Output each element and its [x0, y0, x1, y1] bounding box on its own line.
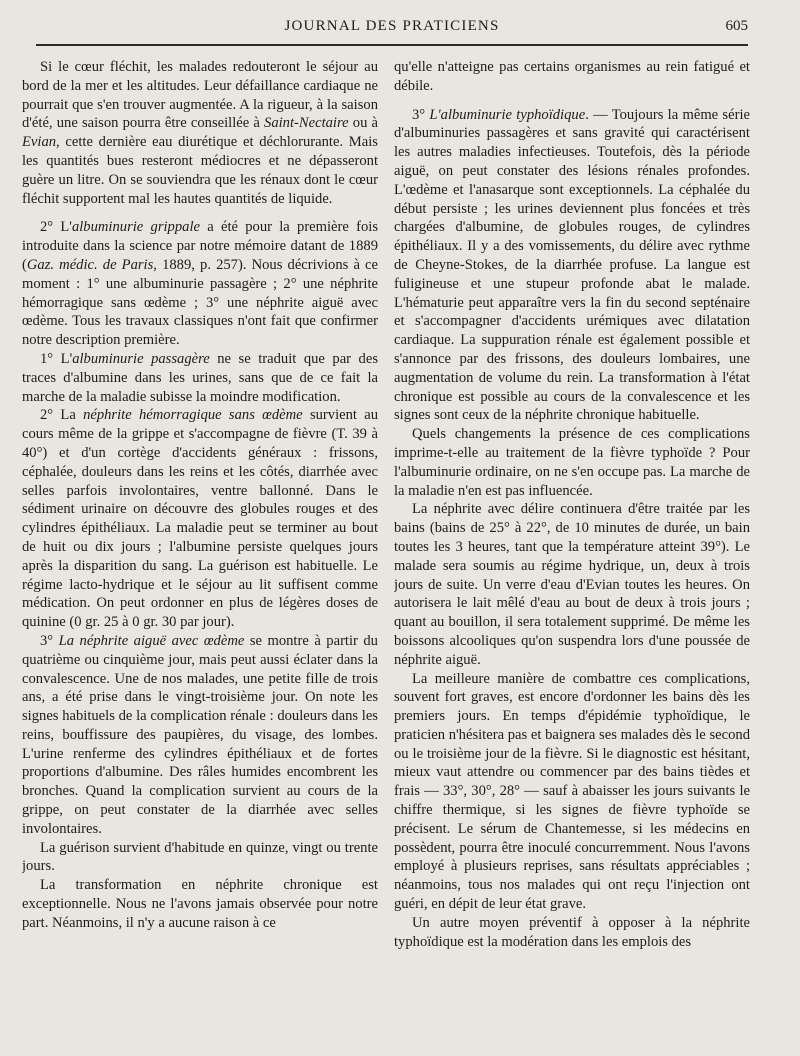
text-run: ou à	[348, 115, 378, 132]
paragraph	[22, 406, 378, 632]
text-run: La guérison survient d'habitude en quinze, vingt ou trente jours.	[22, 839, 378, 875]
text-run: 2° L'	[40, 219, 72, 236]
paragraph	[394, 106, 750, 426]
paragraph	[394, 500, 750, 669]
italic-text-run: La néphrite aiguë avec œdème	[58, 632, 245, 649]
text-run: La transformation en néphrite chronique est exceptionnelle. Nous ne l'avons jamais observée pour notre part. Néanmoins, il n'y a aucune raison à ce	[22, 877, 378, 931]
italic-text-run: L'albuminurie typhoïdique	[429, 106, 586, 123]
paragraph	[22, 839, 378, 877]
italic-text-run: Saint-Nectaire	[264, 115, 349, 132]
italic-text-run: Evian	[22, 134, 57, 151]
italic-text-run: albuminurie grippale	[71, 219, 200, 236]
text-run: 3°	[412, 106, 430, 123]
left-column	[22, 58, 378, 1048]
paragraph	[22, 350, 378, 406]
text-run: , cette dernière eau diurétique et déchlorurante. Mais les quantités bues resteront médiocres et ne dépasseront guère un litre. On se souviendra que les rénaux dont le cœur fléchit supportent mal les hautes quantités de liquide.	[22, 134, 378, 207]
page-number: 605	[725, 18, 748, 34]
text-run: se montre à partir du quatrième ou cinquième jour, mais peut aussi éclater dans la convalescence. Une de nos malades, une petite fille de trois ans, a été prise dans le vingt-troisième jour. On note les signes habituels de la complication rénale : douleurs dans les reins, bouffissure des paupières, du visage, des lombes. L'urine renferme des cylindres épithéliaux et de fortes proportions d'albumine. Des râles humides encombrent les bronches. Quand la complication survient au cours de la grippe, on peut constater de la diarrhée avec selles involontaires.	[22, 632, 378, 837]
text-run: qu'elle n'atteigne pas certains organismes au rein fatigué et débile.	[394, 59, 750, 94]
text-run: La meilleure manière de combattre ces complications, souvent fort graves, est encore d'ordonner les bains dès les premiers jours. En temps d'épidémie typhoïdique, le praticien n'hésitera pas et baignera ses malades dès le second ou le troisième jour de la fièvre. Si le diagnostic est hésitant, mieux vaut attendre ou commencer par des bains tièdes et frais — 33°, 30°, 28° — sauf à abaisser les jours suivants le chiffre thermique, si les signes de fièvre typhoïde se précisent. Le sérum de Chantemesse, si les médecins en possèdent, pourra être inoculé concurremment. Nous l'avons employé à plusieurs reprises, sans résultats appréciables ; néanmoins, tous nos malades qui ont reçu l'injection ont guéri, en dépit de leur état grave.	[394, 670, 750, 913]
italic-text-run: albuminurie passagère	[72, 350, 210, 367]
paragraph	[22, 218, 378, 350]
paragraph	[394, 425, 750, 500]
right-column	[394, 58, 750, 1048]
paragraph	[394, 670, 750, 914]
text-run: 2° La	[40, 407, 84, 424]
text-run: . — Toujours la même série d'albuminuries passagères et sans gravité qui caractérisent les autres maladies infectieuses. Toutefois, dès la période aiguë, on peut constater des lésions rénales profondes. L'œdème et l'anasarque sont exceptionnels. La céphalée du début persiste ; les urines deviennent plus foncées et très chargées d'albumine, de globules rouges, de cylindres épithéliaux. Il y a des vomissements, du délire avec rythme de Cheyne-Stokes, de la diarrhée profuse. La langue est fuligineuse et une stupeur profonde abat le malade. L'hématurie peut apparaître vers la fin du second septénaire et s'accompagner d'accidents urémiques avec dilatation cardiaque. La suppuration rénale est également possible et s'annonce par des frissons, des douleurs lombaires, une augmentation de volume du rein. La transformation à l'état chronique est possible au cours de la convalescence et les signes sont ceux de la néphrite chronique habituelle.	[394, 106, 750, 424]
paragraph	[22, 876, 378, 932]
text-run: Si le cœur fléchit, les malades redouteront le séjour au bord de la mer et les altitudes. Leur défaillance cardiaque ne pourrait que s'en trouver augmentée. A la rigueur, à la saison d'été, une saison pourra être conseillée à	[22, 59, 378, 132]
paragraph	[394, 58, 750, 96]
paragraph	[22, 632, 378, 839]
text-run: La néphrite avec délire continuera d'être traitée par les bains (bains de 25° à 22°, de 10 minutes de durée, un bain toutes les 3 heures, tant que la température atteint 39°). Le malade sera soumis au régime hydrique, un, deux à trois jours de suite. Un verre d'eau d'Evian toutes les heures. On autorisera le lait mêlé d'eau au bout de deux à trois jours ; quant au bouillon, il sera totalement supprimé. De même les boissons alcooliques qu'on suspendra lors d'une poussée de néphrite aiguë.	[394, 501, 750, 668]
italic-text-run: Gaz. médic. de Paris	[26, 256, 154, 273]
italic-text-run: néphrite hémorragique sans œdème	[83, 407, 303, 424]
running-title: JOURNAL DES PRATICIENS	[284, 18, 500, 34]
text-run: ne se traduit que par des traces d'albumine dans les urines, sans que de ce fait la marche de la maladie subisse la moindre modification.	[22, 350, 378, 405]
paragraph	[394, 914, 750, 952]
text-run: Quels changements la présence de ces complications imprime-t-elle au traitement de la fièvre typhoïde ? Pour l'albuminurie ordinaire, on ne s'en occupe pas. La marche de la maladie n'en est pas influencée.	[394, 426, 750, 499]
page-header	[36, 14, 748, 42]
text-run: , 1889, p. 257). Nous décrivions à ce moment : 1° une albuminurie passagère ; 2° une néphrite hémorragique sans œdème ; 3° une néphrite aiguë avec œdème. Tous les travaux classiques n'ont fait que confirmer notre description première.	[22, 256, 378, 349]
text-run: 1° L'	[40, 350, 73, 367]
text-run: survient au cours même de la grippe et s'accompagne de fièvre (T. 39 à 40°) et d'un cortège d'accidents généraux : frissons, céphalée, douleurs dans les reins et les côtés, diarrhée avec selles parfois involontaires, ventre ballonné. Dans le sédiment urinaire on découvre des globules rouges et des cylindres épithéliaux. La maladie peut se terminer au bout de huit ou dix jours ; l'albumine persiste quelques jours après la disparition du sang. La guérison est habituelle. Le régime lacto-hydrique et le séjour au lit suffisent comme médication. On peut ordonner en plus de légères doses de quinine (0 gr. 25 à 0 gr. 30 par jour).	[22, 407, 378, 631]
text-run: a été pour la première fois introduite dans la science par notre mémoire datant de 1889 (	[22, 219, 378, 273]
paragraph	[22, 58, 378, 208]
text-run: 3°	[40, 632, 59, 649]
text-run: Un autre moyen préventif à opposer à la néphrite typhoïdique est la modération dans les emplois des	[394, 914, 750, 950]
header-rule	[36, 44, 748, 46]
